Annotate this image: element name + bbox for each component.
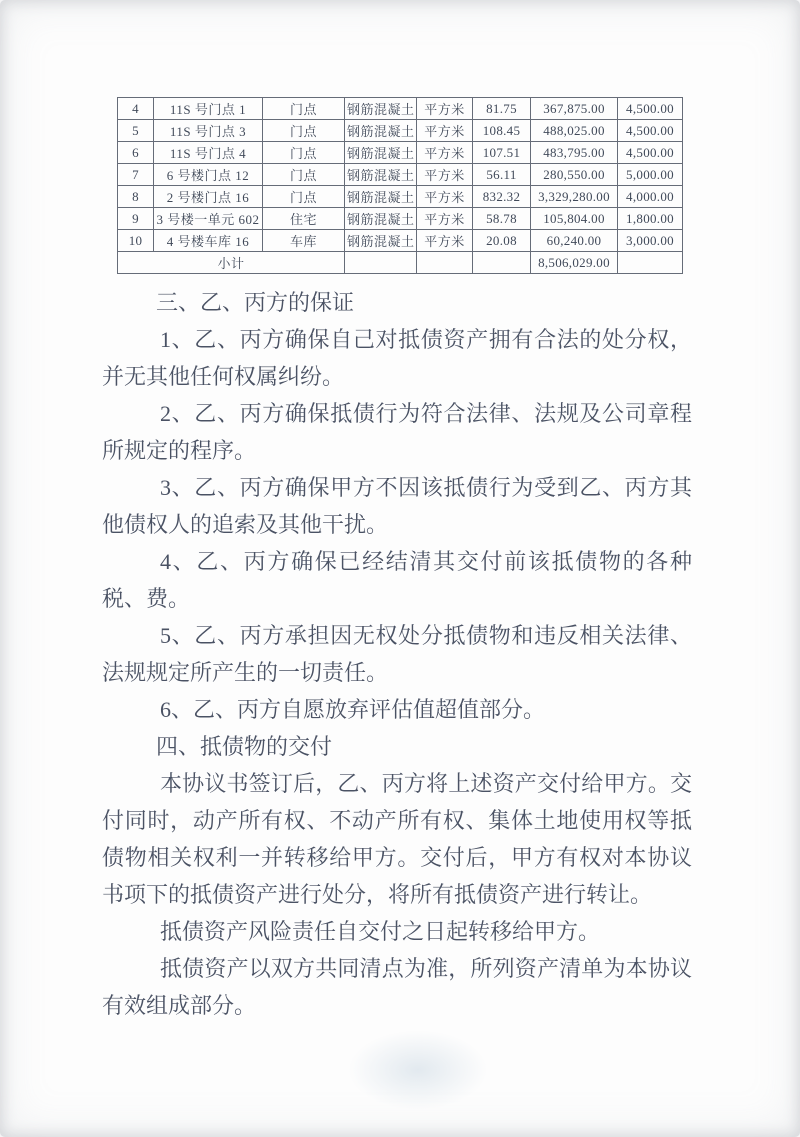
asset-table-row xyxy=(118,142,683,164)
asset-table-row xyxy=(118,230,683,252)
paragraph-item: 4、乙、丙方确保已经结清其交付前该抵债物的各种税、费。 xyxy=(102,549,692,611)
cell-unit-price: 3,000.00 xyxy=(618,230,683,252)
cell-unit-price: 4,000.00 xyxy=(618,186,683,208)
cell-index: 7 xyxy=(118,164,154,186)
cell-index: 4 xyxy=(118,98,154,120)
paragraph-body: 抵债资产风险责任自交付之日起转移给甲方。 xyxy=(160,919,601,944)
cell-index: 6 xyxy=(118,142,154,164)
cell-asset-name: 4 号楼车库 16 xyxy=(154,230,263,252)
cell-unit-price: 4,500.00 xyxy=(618,120,683,142)
cell-area: 81.75 xyxy=(473,98,531,120)
cell-structure: 钢筋混凝土 xyxy=(345,230,417,252)
cell-structure: 钢筋混凝土 xyxy=(345,98,417,120)
cell-structure: 钢筋混凝土 xyxy=(345,120,417,142)
asset-table-row xyxy=(118,186,683,208)
cell-asset-name: 11S 号门点 3 xyxy=(154,120,263,142)
cell-asset-name: 2 号楼门点 16 xyxy=(154,186,263,208)
cell-amount: 3,329,280.00 xyxy=(531,186,618,208)
paragraph-heading: 四、抵债物的交付 xyxy=(156,734,333,759)
cell-unit-price: 4,500.00 xyxy=(618,142,683,164)
paragraph-heading: 三、乙、丙方的保证 xyxy=(156,290,355,315)
cell-amount: 367,875.00 xyxy=(531,98,618,120)
cell-asset-name: 6 号楼门点 12 xyxy=(154,164,263,186)
cell-area: 20.08 xyxy=(473,230,531,252)
asset-table-row xyxy=(118,164,683,186)
cell-unit: 平方米 xyxy=(417,120,473,142)
cell-structure: 钢筋混凝土 xyxy=(345,208,417,230)
cell-amount: 105,804.00 xyxy=(531,208,618,230)
cell-structure: 钢筋混凝土 xyxy=(345,186,417,208)
cell-area: 108.45 xyxy=(473,120,531,142)
contract-body-text xyxy=(102,284,692,1024)
paragraph-item: 3、乙、丙方确保甲方不因该抵债行为受到乙、丙方其他债权人的追索及其他干扰。 xyxy=(102,475,692,537)
paragraph-item: 2、乙、丙方确保抵债行为符合法律、法规及公司章程所规定的程序。 xyxy=(102,401,692,463)
cell-amount: 280,550.00 xyxy=(531,164,618,186)
cell-structure: 钢筋混凝土 xyxy=(345,164,417,186)
cell-asset-type: 门点 xyxy=(263,164,345,186)
subtotal-empty-structure xyxy=(345,252,417,274)
cell-asset-type: 门点 xyxy=(263,120,345,142)
cell-amount: 483,795.00 xyxy=(531,142,618,164)
cell-unit: 平方米 xyxy=(417,208,473,230)
asset-list-table xyxy=(117,97,683,274)
cell-index: 9 xyxy=(118,208,154,230)
cell-area: 832.32 xyxy=(473,186,531,208)
cell-asset-type: 门点 xyxy=(263,98,345,120)
cell-unit-price: 5,000.00 xyxy=(618,164,683,186)
cell-asset-name: 11S 号门点 1 xyxy=(154,98,263,120)
paragraph-body: 本协议书签订后，乙、丙方将上述资产交付给甲方。交付同时，动产所有权、不动产所有权、集体土地使用权等抵债物相关权利一并转移给甲方。交付后，甲方有权对本协议书项下的抵债资产进行处分，将所有抵债资产进行转让。 xyxy=(102,771,692,907)
paragraph-body: 抵债资产以双方共同清点为准，所列资产清单为本协议有效组成部分。 xyxy=(102,956,692,1018)
subtotal-amount: 8,506,029.00 xyxy=(531,252,618,274)
paragraph-item: 6、乙、丙方自愿放弃评估值超值部分。 xyxy=(160,697,546,722)
cell-asset-name: 11S 号门点 4 xyxy=(154,142,263,164)
cell-structure: 钢筋混凝土 xyxy=(345,142,417,164)
cell-amount: 60,240.00 xyxy=(531,230,618,252)
cell-area: 56.11 xyxy=(473,164,531,186)
cell-index: 5 xyxy=(118,120,154,142)
cell-unit: 平方米 xyxy=(417,142,473,164)
asset-table-row xyxy=(118,98,683,120)
subtotal-empty-unit xyxy=(417,252,473,274)
cell-asset-name: 3 号楼一单元 602 xyxy=(154,208,263,230)
cell-area: 58.78 xyxy=(473,208,531,230)
asset-table-row xyxy=(118,208,683,230)
cell-unit: 平方米 xyxy=(417,230,473,252)
paragraph-item: 1、乙、丙方确保自己对抵债资产拥有合法的处分权，并无其他任何权属纠纷。 xyxy=(102,327,692,389)
cell-amount: 488,025.00 xyxy=(531,120,618,142)
scan-smudge xyxy=(348,1030,488,1110)
cell-unit-price: 4,500.00 xyxy=(618,98,683,120)
cell-index: 8 xyxy=(118,186,154,208)
asset-table-body xyxy=(118,98,683,252)
subtotal-row xyxy=(118,252,683,274)
cell-unit: 平方米 xyxy=(417,98,473,120)
paragraph-item: 5、乙、丙方承担因无权处分抵债物和违反相关法律、法规规定所产生的一切责任。 xyxy=(102,623,692,685)
subtotal-empty-price xyxy=(618,252,683,274)
cell-unit-price: 1,800.00 xyxy=(618,208,683,230)
subtotal-empty-area xyxy=(473,252,531,274)
cell-asset-type: 车库 xyxy=(263,230,345,252)
cell-area: 107.51 xyxy=(473,142,531,164)
cell-asset-type: 门点 xyxy=(263,186,345,208)
cell-index: 10 xyxy=(118,230,154,252)
cell-asset-type: 门点 xyxy=(263,142,345,164)
cell-unit: 平方米 xyxy=(417,186,473,208)
asset-table-row xyxy=(118,120,683,142)
cell-unit: 平方米 xyxy=(417,164,473,186)
cell-asset-type: 住宅 xyxy=(263,208,345,230)
subtotal-label: 小计 xyxy=(118,252,345,274)
